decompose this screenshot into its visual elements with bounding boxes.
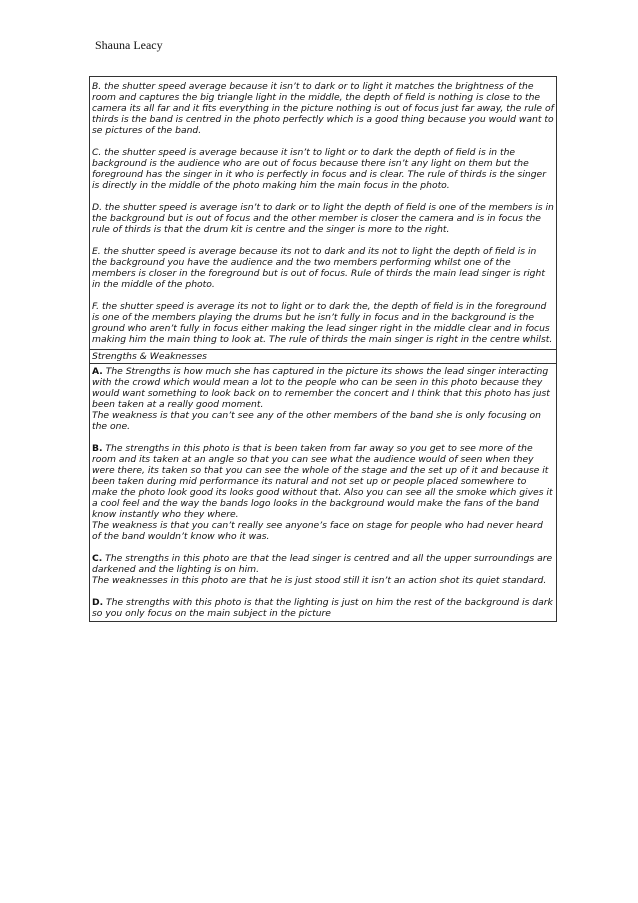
analysis-paragraph-c: C. the shutter speed is average because it isn’t to light or to dark the depth of field is in the background is the audience who are out of focus because there isn’t any light on them but the foreground has the singer in it who is perfectly in focus and is clear. The rule of thirds is the singer is directly in the middle of the photo making him the main focus in the photo. (92, 147, 546, 191)
entry-strengths-text: The strengths with this photo is that the lighting is just on him the rest of the background is dark so you only focus on the main subject in the picture (92, 597, 553, 619)
document-table (89, 76, 557, 622)
entry-label: A. (92, 366, 103, 377)
strengths-heading-cell (90, 349, 556, 363)
entry-strengths-text: The Strengths is how much she has captured in the picture its shows the lead singer interacting with the crowd which would mean a lot to the people who can be seen in this photo because they would want something to look back on to remember the concert and I think that this photo has just been taken at a really good moment. (92, 366, 550, 410)
entry-label: C. (92, 553, 103, 564)
strengths-entry-a (92, 366, 554, 432)
entry-strengths-text: The strengths in this photo are that the lead singer is centred and all the upper surroundings are darkened and the lighting is on him. (92, 553, 553, 575)
analysis-paragraph-b: B. the shutter speed average because it isn’t to dark or to light it matches the brightness of the room and captures the big triangle light in the middle, the depth of field is nothing is close to the camera its all far and it fits everything in the picture nothing is out of focus just far away, the rule of thirds is the band is centred in the photo perfectly which is a good thing because you would want to se pictures of the band. (92, 81, 554, 136)
entry-weakness-text: The weaknesses in this photo are that he is just stood still it isn’t an action shot its quiet standard. (92, 575, 547, 586)
analysis-paragraph-f: F. the shutter speed is average its not to light or to dark the, the depth of field is in the foreground is one of the members playing the drums but he isn’t fully in focus and in the background is the ground who aren’t fully in focus either making the lead singer right in the middle clear and in focus making him the main thing to look at. The rule of thirds the main singer is right in the centre whilst. (92, 301, 553, 345)
entry-weakness-text: The weakness is that you can’t see any of the other members of the band she is only focusing on the one. (92, 410, 541, 432)
strengths-heading: Strengths & Weaknesses (92, 351, 207, 362)
strengths-cell (90, 363, 556, 621)
entry-label: B. (92, 443, 103, 454)
strengths-entry-c (92, 553, 554, 586)
analysis-paragraph-d: D. the shutter speed is average isn’t to dark or to light the depth of field is one of the members is in the background but is out of focus and the other member is closer the camera and is in focus the rule of thirds is that the drum kit is centre and the singer is more to the right. (92, 202, 554, 235)
strengths-entry-b (92, 443, 554, 542)
author-name: Shauna Leacy (95, 38, 163, 52)
strengths-entry-d (92, 597, 554, 619)
analysis-cell (90, 77, 556, 349)
entry-strengths-text: The strengths in this photo is that is been taken from far away so you get to see more of the room and its taken at an angle so that you can see what the audience would of seen when they were there, its taken so that you can see the whole of the stage and the set up of it and because it been taken during mid performance its natural and not set up or people placed somewhere to make the photo look good its looks good without that. Also you can see all the smoke which gives it a cool feel and the way the bands logo looks in the background would make the fans of the band know instantly who they where. (92, 443, 553, 520)
analysis-paragraph-e: E. the shutter speed is average because its not to dark and its not to light the depth of field is in the background you have the audience and the two members performing whilst one of the members is closer in the foreground but is out of focus. Rule of thirds the main lead singer is right in the middle of the photo. (92, 246, 545, 290)
entry-label: D. (92, 597, 104, 608)
entry-weakness-text: The weakness is that you can’t really see anyone’s face on stage for people who had never heard of the band wouldn’t know who it was. (92, 520, 543, 542)
